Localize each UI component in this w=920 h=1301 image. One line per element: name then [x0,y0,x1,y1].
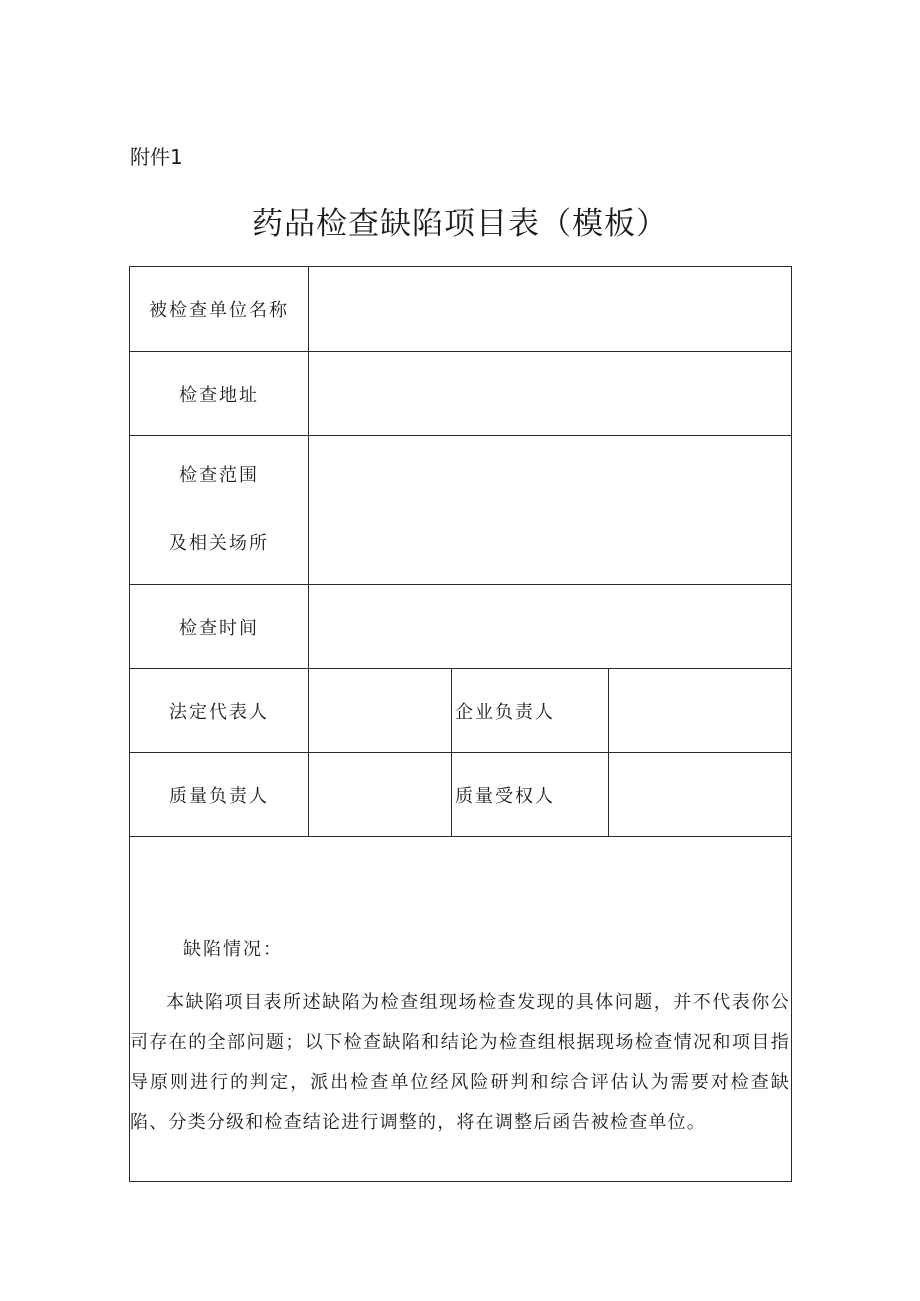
row-address [130,352,792,436]
quality-authorized-field[interactable] [609,753,792,837]
legal-rep-field[interactable] [309,669,452,753]
enterprise-head-field[interactable] [609,669,792,753]
address-field[interactable] [309,352,792,436]
address-label: 检查地址 [130,352,309,436]
scope-label-line2: 及相关场所 [169,533,269,554]
defects-body: 本缺陷项目表所述缺陷为检查组现场检查发现的具体问题，并不代表你公司存在的全部问题；以下检查缺陷和结论为检查组根据现场检查情况和项目指导原则进行的判定，派出检查单位经风险研判和综合评估认为需要对检查缺陷、分类分级和检查结论进行调整的，将在调整后函告被检查单位。 [130,992,790,1133]
enterprise-head-label: 企业负责人 [452,669,609,753]
defects-heading: 缺陷情况： [183,939,283,960]
time-label: 检查时间 [130,585,309,669]
defect-form-table [129,266,792,1182]
row-time [130,585,792,669]
legal-rep-label: 法定代表人 [130,669,309,753]
defects-cell [130,837,792,1182]
quality-head-field[interactable] [309,753,452,837]
scope-field[interactable] [309,436,792,585]
row-defects [130,837,792,1182]
scope-label-line1: 检查范围 [179,465,259,486]
quality-authorized-label: 质量受权人 [452,753,609,837]
page-title: 药品检查缺陷项目表（模板） [252,206,668,242]
row-inspected-unit [130,267,792,352]
row-legal-rep [130,669,792,753]
scope-label [130,436,309,585]
quality-head-label: 质量负责人 [130,753,309,837]
inspected-unit-field[interactable] [309,267,792,352]
time-field[interactable] [309,585,792,669]
row-quality-head [130,753,792,837]
attachment-label: 附件1 [130,145,183,169]
inspected-unit-label: 被检查单位名称 [130,267,309,352]
row-scope [130,436,792,585]
